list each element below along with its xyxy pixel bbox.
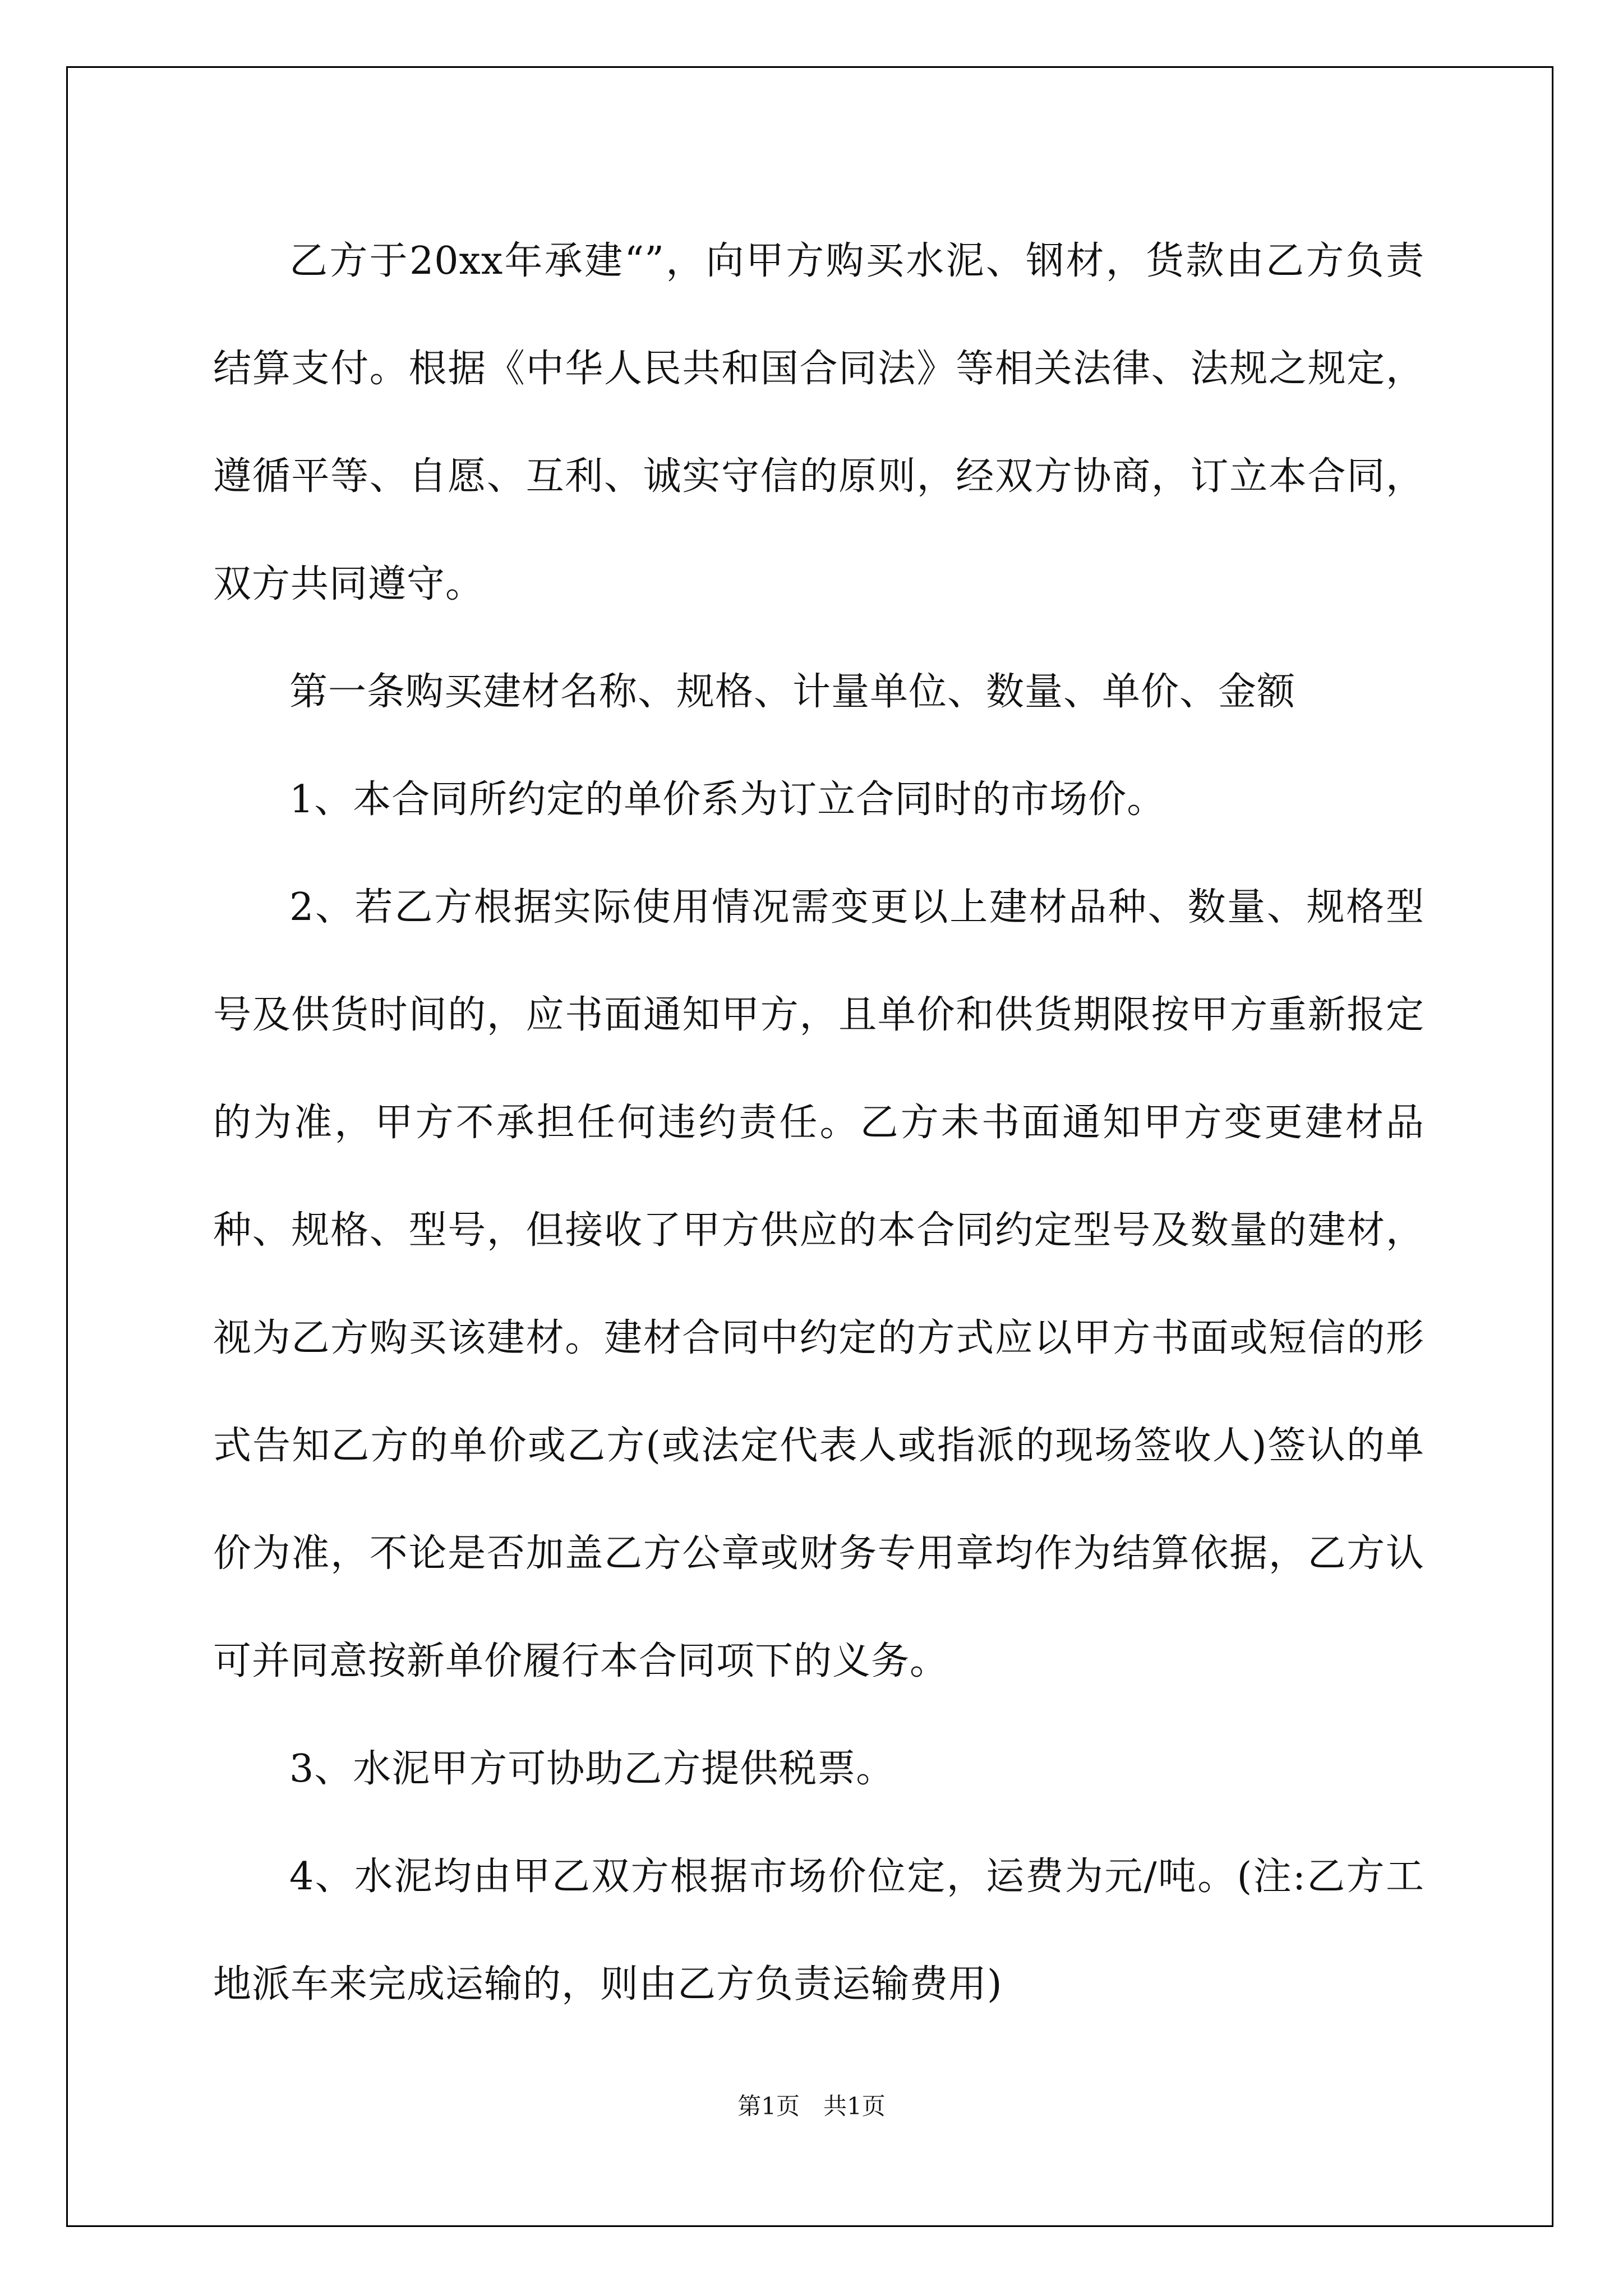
paragraph-clause-4: 4、水泥均由甲乙双方根据市场价位定，运费为元/吨。(注:乙方工地派车来完成运输的，则由乙方负责运输费用) [213,1855,1424,2007]
paragraph-clause-1: 1、本合同所约定的单价系为订立合同时的市场价。 [289,777,1166,822]
paragraph-intro: 乙方于20xx年承建“”，向甲方购买水泥、钢材，货款由乙方负责结算支付。根据《中华人民共和国合同法》等相关法律、法规之规定，遵循平等、自愿、互利、诚实守信的原则，经双方协商，订立本合同，双方共同遵守。 [213,239,1424,606]
paragraph-article-one-heading: 第一条购买建材名称、规格、计量单位、数量、单价、金额 [289,670,1296,714]
document-body [213,208,1424,2039]
paragraph-clause-3: 3、水泥甲方可协助乙方提供税票。 [289,1747,895,1791]
page-number-footer: 第1页 共1页 [737,2092,886,2120]
paragraph-clause-2: 2、若乙方根据实际使用情况需变更以上建材品种、数量、规格型号及供货时间的，应书面通知甲方，且单价和供货期限按甲方重新报定的为准，甲方不承担任何违约责任。乙方未书面通知甲方变更建材品种、规格、型号，但接收了甲方供应的本合同约定型号及数量的建材，视为乙方购买该建材。建材合同中约定的方式应以甲方书面或短信的形式告知乙方的单价或乙方(或法定代表人或指派的现场签收人)签认的单价为准，不论是否加盖乙方公章或财务专用章均作为结算依据，乙方认可并同意按新单价履行本合同项下的义务。 [213,885,1424,1683]
